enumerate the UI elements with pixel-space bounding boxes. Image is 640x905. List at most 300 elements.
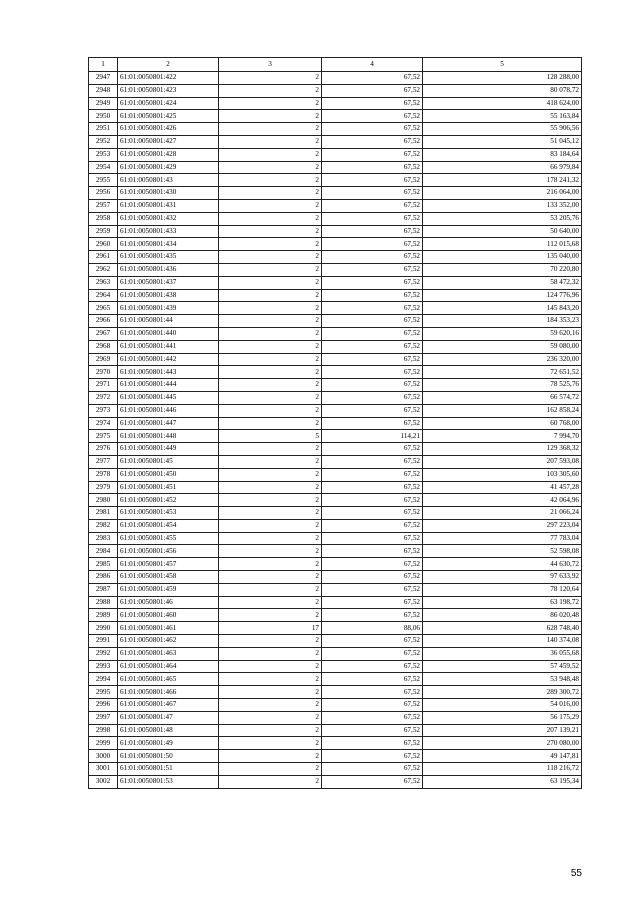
table-row bbox=[89, 673, 582, 686]
row-number-cell: 2983 bbox=[89, 532, 118, 545]
row-number-cell: 2952 bbox=[89, 135, 118, 148]
row-number-cell: 2984 bbox=[89, 545, 118, 558]
cost-cell: 83 184,64 bbox=[423, 148, 582, 161]
row-number-cell: 2973 bbox=[89, 404, 118, 417]
cost-cell: 55 163,84 bbox=[423, 110, 582, 123]
cost-cell: 236 320,00 bbox=[423, 353, 582, 366]
row-number-cell: 2954 bbox=[89, 161, 118, 174]
area-cell: 67,52 bbox=[322, 84, 423, 97]
cadastral-number-cell: 61:01:0050801:436 bbox=[118, 263, 219, 276]
area-cell: 67,52 bbox=[322, 110, 423, 123]
table-body bbox=[89, 72, 582, 789]
cost-cell: 77 783,04 bbox=[423, 532, 582, 545]
cost-cell: 78 120,64 bbox=[423, 583, 582, 596]
count-cell: 2 bbox=[219, 212, 322, 225]
cost-cell: 80 078,72 bbox=[423, 84, 582, 97]
cost-cell: 49 147,81 bbox=[423, 750, 582, 763]
row-number-cell: 2971 bbox=[89, 379, 118, 392]
count-cell: 2 bbox=[219, 763, 322, 776]
table-row bbox=[89, 353, 582, 366]
table-row bbox=[89, 366, 582, 379]
row-number-cell: 2948 bbox=[89, 84, 118, 97]
cost-cell: 297 223,04 bbox=[423, 519, 582, 532]
cost-cell: 135 040,00 bbox=[423, 251, 582, 264]
area-cell: 67,52 bbox=[322, 775, 423, 788]
cost-cell: 140 374,08 bbox=[423, 635, 582, 648]
cadastral-number-cell: 61:01:0050801:428 bbox=[118, 148, 219, 161]
row-number-cell: 2969 bbox=[89, 353, 118, 366]
cost-cell: 63 198,72 bbox=[423, 596, 582, 609]
cadastral-number-cell: 61:01:0050801:48 bbox=[118, 724, 219, 737]
table-row bbox=[89, 276, 582, 289]
row-number-cell: 2996 bbox=[89, 699, 118, 712]
table-row bbox=[89, 711, 582, 724]
count-cell: 2 bbox=[219, 660, 322, 673]
count-cell: 2 bbox=[219, 519, 322, 532]
table-row bbox=[89, 724, 582, 737]
area-cell: 67,52 bbox=[322, 583, 423, 596]
row-number-cell: 2960 bbox=[89, 238, 118, 251]
count-cell: 17 bbox=[219, 622, 322, 635]
area-cell: 67,52 bbox=[322, 366, 423, 379]
cadastral-number-cell: 61:01:0050801:50 bbox=[118, 750, 219, 763]
cost-cell: 51 045,12 bbox=[423, 135, 582, 148]
area-cell: 67,52 bbox=[322, 174, 423, 187]
count-cell: 2 bbox=[219, 596, 322, 609]
row-number-cell: 2991 bbox=[89, 635, 118, 648]
table-row bbox=[89, 84, 582, 97]
cost-cell: 59 620,16 bbox=[423, 327, 582, 340]
count-cell: 2 bbox=[219, 417, 322, 430]
area-cell: 67,52 bbox=[322, 558, 423, 571]
area-cell: 67,52 bbox=[322, 609, 423, 622]
cadastral-number-cell: 61:01:0050801:441 bbox=[118, 340, 219, 353]
row-number-cell: 2987 bbox=[89, 583, 118, 596]
area-cell: 67,52 bbox=[322, 571, 423, 584]
row-number-cell: 2990 bbox=[89, 622, 118, 635]
count-cell: 2 bbox=[219, 494, 322, 507]
cadastral-number-cell: 61:01:0050801:456 bbox=[118, 545, 219, 558]
cost-cell: 178 241,32 bbox=[423, 174, 582, 187]
table-row bbox=[89, 635, 582, 648]
area-cell: 67,52 bbox=[322, 72, 423, 85]
row-number-cell: 2995 bbox=[89, 686, 118, 699]
table-row bbox=[89, 238, 582, 251]
cadastral-number-cell: 61:01:0050801:422 bbox=[118, 72, 219, 85]
table-row bbox=[89, 507, 582, 520]
row-number-cell: 2981 bbox=[89, 507, 118, 520]
area-cell: 67,52 bbox=[322, 161, 423, 174]
cost-cell: 7 994,70 bbox=[423, 430, 582, 443]
row-number-cell: 2957 bbox=[89, 199, 118, 212]
cadastral-number-cell: 61:01:0050801:462 bbox=[118, 635, 219, 648]
table-row bbox=[89, 622, 582, 635]
area-cell: 67,52 bbox=[322, 276, 423, 289]
cadastral-number-cell: 61:01:0050801:447 bbox=[118, 417, 219, 430]
area-cell: 67,52 bbox=[322, 251, 423, 264]
count-cell: 2 bbox=[219, 750, 322, 763]
cadastral-number-cell: 61:01:0050801:451 bbox=[118, 481, 219, 494]
row-number-cell: 2988 bbox=[89, 596, 118, 609]
area-cell: 67,52 bbox=[322, 647, 423, 660]
count-cell: 2 bbox=[219, 507, 322, 520]
cadastral-number-cell: 61:01:0050801:51 bbox=[118, 763, 219, 776]
cadastral-number-cell: 61:01:0050801:53 bbox=[118, 775, 219, 788]
cadastral-number-cell: 61:01:0050801:426 bbox=[118, 123, 219, 136]
cadastral-number-cell: 61:01:0050801:435 bbox=[118, 251, 219, 264]
table-header bbox=[89, 58, 582, 72]
cadastral-number-cell: 61:01:0050801:464 bbox=[118, 660, 219, 673]
count-cell: 2 bbox=[219, 225, 322, 238]
cadastral-number-cell: 61:01:0050801:448 bbox=[118, 430, 219, 443]
area-cell: 67,52 bbox=[322, 545, 423, 558]
cadastral-number-cell: 61:01:0050801:450 bbox=[118, 468, 219, 481]
table-row bbox=[89, 417, 582, 430]
count-cell: 2 bbox=[219, 72, 322, 85]
cost-cell: 66 574,72 bbox=[423, 391, 582, 404]
area-cell: 67,52 bbox=[322, 123, 423, 136]
cadastral-number-cell: 61:01:0050801:425 bbox=[118, 110, 219, 123]
cadastral-number-cell: 61:01:0050801:46 bbox=[118, 596, 219, 609]
cadastral-number-cell: 61:01:0050801:466 bbox=[118, 686, 219, 699]
cadastral-number-cell: 61:01:0050801:423 bbox=[118, 84, 219, 97]
area-cell: 67,52 bbox=[322, 494, 423, 507]
cost-cell: 628 748,40 bbox=[423, 622, 582, 635]
area-cell: 67,52 bbox=[322, 763, 423, 776]
row-number-cell: 2950 bbox=[89, 110, 118, 123]
row-number-cell: 2967 bbox=[89, 327, 118, 340]
count-cell: 2 bbox=[219, 699, 322, 712]
row-number-cell: 2962 bbox=[89, 263, 118, 276]
cadastral-number-cell: 61:01:0050801:434 bbox=[118, 238, 219, 251]
table-row bbox=[89, 148, 582, 161]
row-number-cell: 2977 bbox=[89, 455, 118, 468]
cost-cell: 41 457,28 bbox=[423, 481, 582, 494]
cadastral-number-cell: 61:01:0050801:45 bbox=[118, 455, 219, 468]
cadastral-number-cell: 61:01:0050801:446 bbox=[118, 404, 219, 417]
row-number-cell: 2989 bbox=[89, 609, 118, 622]
area-cell: 67,52 bbox=[322, 481, 423, 494]
row-number-cell: 2947 bbox=[89, 72, 118, 85]
table-row bbox=[89, 596, 582, 609]
table-row bbox=[89, 763, 582, 776]
cadastral-number-cell: 61:01:0050801:438 bbox=[118, 289, 219, 302]
table-row bbox=[89, 263, 582, 276]
area-cell: 67,52 bbox=[322, 238, 423, 251]
row-number-cell: 2959 bbox=[89, 225, 118, 238]
row-number-cell: 2972 bbox=[89, 391, 118, 404]
cadastral-number-cell: 61:01:0050801:439 bbox=[118, 302, 219, 315]
area-cell: 114,21 bbox=[322, 430, 423, 443]
count-cell: 2 bbox=[219, 545, 322, 558]
cost-cell: 56 175,29 bbox=[423, 711, 582, 724]
cost-cell: 52 598,08 bbox=[423, 545, 582, 558]
cost-cell: 66 979,84 bbox=[423, 161, 582, 174]
cadastral-number-cell: 61:01:0050801:460 bbox=[118, 609, 219, 622]
row-number-cell: 2992 bbox=[89, 647, 118, 660]
count-cell: 2 bbox=[219, 187, 322, 200]
area-cell: 67,52 bbox=[322, 340, 423, 353]
cadastral-number-cell: 61:01:0050801:430 bbox=[118, 187, 219, 200]
area-cell: 67,52 bbox=[322, 417, 423, 430]
table-row bbox=[89, 609, 582, 622]
cost-cell: 42 064,96 bbox=[423, 494, 582, 507]
area-cell: 67,52 bbox=[322, 635, 423, 648]
table-row bbox=[89, 532, 582, 545]
area-cell: 67,52 bbox=[322, 327, 423, 340]
row-number-cell: 2999 bbox=[89, 737, 118, 750]
count-cell: 2 bbox=[219, 455, 322, 468]
count-cell: 2 bbox=[219, 635, 322, 648]
count-cell: 2 bbox=[219, 135, 322, 148]
table-row bbox=[89, 302, 582, 315]
cadastral-number-cell: 61:01:0050801:459 bbox=[118, 583, 219, 596]
area-cell: 67,52 bbox=[322, 711, 423, 724]
row-number-cell: 2949 bbox=[89, 97, 118, 110]
cadastral-number-cell: 61:01:0050801:453 bbox=[118, 507, 219, 520]
area-cell: 67,52 bbox=[322, 686, 423, 699]
table-row bbox=[89, 571, 582, 584]
cadastral-number-cell: 61:01:0050801:458 bbox=[118, 571, 219, 584]
count-cell: 2 bbox=[219, 276, 322, 289]
area-cell: 67,52 bbox=[322, 468, 423, 481]
area-cell: 67,52 bbox=[322, 737, 423, 750]
count-cell: 5 bbox=[219, 430, 322, 443]
row-number-cell: 2970 bbox=[89, 366, 118, 379]
cadastral-number-cell: 61:01:0050801:461 bbox=[118, 622, 219, 635]
count-cell: 2 bbox=[219, 724, 322, 737]
row-number-cell: 2951 bbox=[89, 123, 118, 136]
row-number-cell: 2993 bbox=[89, 660, 118, 673]
table-row bbox=[89, 583, 582, 596]
table-row bbox=[89, 775, 582, 788]
table-row bbox=[89, 494, 582, 507]
page-number: 55 bbox=[570, 868, 582, 879]
area-cell: 67,52 bbox=[322, 263, 423, 276]
cost-cell: 50 640,00 bbox=[423, 225, 582, 238]
row-number-cell: 2978 bbox=[89, 468, 118, 481]
count-cell: 2 bbox=[219, 315, 322, 328]
table-row bbox=[89, 686, 582, 699]
cadastral-number-cell: 61:01:0050801:43 bbox=[118, 174, 219, 187]
area-cell: 67,52 bbox=[322, 443, 423, 456]
table-row bbox=[89, 199, 582, 212]
table-row bbox=[89, 558, 582, 571]
row-number-cell: 2980 bbox=[89, 494, 118, 507]
count-cell: 2 bbox=[219, 84, 322, 97]
area-cell: 67,52 bbox=[322, 596, 423, 609]
cost-cell: 78 525,76 bbox=[423, 379, 582, 392]
table-row bbox=[89, 187, 582, 200]
cost-cell: 289 300,72 bbox=[423, 686, 582, 699]
cost-cell: 36 055,68 bbox=[423, 647, 582, 660]
cost-cell: 184 353,23 bbox=[423, 315, 582, 328]
area-cell: 88,06 bbox=[322, 622, 423, 635]
area-cell: 67,52 bbox=[322, 532, 423, 545]
table-row bbox=[89, 737, 582, 750]
area-cell: 67,52 bbox=[322, 97, 423, 110]
cost-cell: 207 593,08 bbox=[423, 455, 582, 468]
table-row bbox=[89, 750, 582, 763]
count-cell: 2 bbox=[219, 686, 322, 699]
cost-cell: 54 016,00 bbox=[423, 699, 582, 712]
table-row bbox=[89, 481, 582, 494]
table-row bbox=[89, 647, 582, 660]
row-number-cell: 2979 bbox=[89, 481, 118, 494]
area-cell: 67,52 bbox=[322, 135, 423, 148]
cadastral-number-cell: 61:01:0050801:431 bbox=[118, 199, 219, 212]
count-cell: 2 bbox=[219, 711, 322, 724]
row-number-cell: 2974 bbox=[89, 417, 118, 430]
cost-cell: 216 064,00 bbox=[423, 187, 582, 200]
header-cell-2: 2 bbox=[118, 58, 219, 72]
table-row bbox=[89, 123, 582, 136]
count-cell: 2 bbox=[219, 379, 322, 392]
area-cell: 67,52 bbox=[322, 212, 423, 225]
table-row bbox=[89, 161, 582, 174]
row-number-cell: 2963 bbox=[89, 276, 118, 289]
area-cell: 67,52 bbox=[322, 455, 423, 468]
row-number-cell: 3000 bbox=[89, 750, 118, 763]
area-cell: 67,52 bbox=[322, 724, 423, 737]
table-row bbox=[89, 455, 582, 468]
table-row bbox=[89, 519, 582, 532]
header-row bbox=[89, 58, 582, 72]
count-cell: 2 bbox=[219, 775, 322, 788]
count-cell: 2 bbox=[219, 289, 322, 302]
table-row bbox=[89, 225, 582, 238]
count-cell: 2 bbox=[219, 404, 322, 417]
table-row bbox=[89, 545, 582, 558]
table-row bbox=[89, 391, 582, 404]
data-table bbox=[88, 57, 582, 789]
table-row bbox=[89, 660, 582, 673]
cost-cell: 57 459,52 bbox=[423, 660, 582, 673]
cost-cell: 72 651,52 bbox=[423, 366, 582, 379]
row-number-cell: 2982 bbox=[89, 519, 118, 532]
count-cell: 2 bbox=[219, 558, 322, 571]
table-row bbox=[89, 379, 582, 392]
count-cell: 2 bbox=[219, 609, 322, 622]
cadastral-number-cell: 61:01:0050801:452 bbox=[118, 494, 219, 507]
count-cell: 2 bbox=[219, 481, 322, 494]
count-cell: 2 bbox=[219, 174, 322, 187]
table-row bbox=[89, 110, 582, 123]
table-row bbox=[89, 315, 582, 328]
cost-cell: 124 776,96 bbox=[423, 289, 582, 302]
row-number-cell: 2985 bbox=[89, 558, 118, 571]
row-number-cell: 2986 bbox=[89, 571, 118, 584]
cadastral-number-cell: 61:01:0050801:442 bbox=[118, 353, 219, 366]
count-cell: 2 bbox=[219, 327, 322, 340]
cost-cell: 44 630,72 bbox=[423, 558, 582, 571]
row-number-cell: 2958 bbox=[89, 212, 118, 225]
cadastral-number-cell: 61:01:0050801:465 bbox=[118, 673, 219, 686]
cadastral-number-cell: 61:01:0050801:444 bbox=[118, 379, 219, 392]
count-cell: 2 bbox=[219, 443, 322, 456]
count-cell: 2 bbox=[219, 263, 322, 276]
row-number-cell: 2955 bbox=[89, 174, 118, 187]
area-cell: 67,52 bbox=[322, 315, 423, 328]
cost-cell: 55 906,56 bbox=[423, 123, 582, 136]
cadastral-number-cell: 61:01:0050801:463 bbox=[118, 647, 219, 660]
row-number-cell: 2975 bbox=[89, 430, 118, 443]
cadastral-number-cell: 61:01:0050801:433 bbox=[118, 225, 219, 238]
cadastral-number-cell: 61:01:0050801:437 bbox=[118, 276, 219, 289]
row-number-cell: 3001 bbox=[89, 763, 118, 776]
cost-cell: 97 633,92 bbox=[423, 571, 582, 584]
table-row bbox=[89, 327, 582, 340]
count-cell: 2 bbox=[219, 161, 322, 174]
count-cell: 2 bbox=[219, 571, 322, 584]
area-cell: 67,52 bbox=[322, 225, 423, 238]
cost-cell: 133 352,00 bbox=[423, 199, 582, 212]
row-number-cell: 2964 bbox=[89, 289, 118, 302]
row-number-cell: 2961 bbox=[89, 251, 118, 264]
row-number-cell: 2956 bbox=[89, 187, 118, 200]
table-row bbox=[89, 699, 582, 712]
cadastral-number-cell: 61:01:0050801:427 bbox=[118, 135, 219, 148]
cost-cell: 58 472,32 bbox=[423, 276, 582, 289]
count-cell: 2 bbox=[219, 148, 322, 161]
count-cell: 2 bbox=[219, 532, 322, 545]
row-number-cell: 2994 bbox=[89, 673, 118, 686]
area-cell: 67,52 bbox=[322, 187, 423, 200]
table-row bbox=[89, 340, 582, 353]
count-cell: 2 bbox=[219, 583, 322, 596]
cost-cell: 103 305,60 bbox=[423, 468, 582, 481]
cost-cell: 53 205,76 bbox=[423, 212, 582, 225]
cost-cell: 128 288,00 bbox=[423, 72, 582, 85]
row-number-cell: 2998 bbox=[89, 724, 118, 737]
cadastral-number-cell: 61:01:0050801:424 bbox=[118, 97, 219, 110]
cost-cell: 162 858,24 bbox=[423, 404, 582, 417]
row-number-cell: 2997 bbox=[89, 711, 118, 724]
cadastral-number-cell: 61:01:0050801:445 bbox=[118, 391, 219, 404]
row-number-cell: 3002 bbox=[89, 775, 118, 788]
table-row bbox=[89, 468, 582, 481]
cadastral-number-cell: 61:01:0050801:443 bbox=[118, 366, 219, 379]
count-cell: 2 bbox=[219, 391, 322, 404]
table-row bbox=[89, 443, 582, 456]
table-row bbox=[89, 289, 582, 302]
count-cell: 2 bbox=[219, 199, 322, 212]
cost-cell: 145 843,20 bbox=[423, 302, 582, 315]
count-cell: 2 bbox=[219, 302, 322, 315]
area-cell: 67,52 bbox=[322, 673, 423, 686]
count-cell: 2 bbox=[219, 238, 322, 251]
cost-cell: 270 080,00 bbox=[423, 737, 582, 750]
count-cell: 2 bbox=[219, 97, 322, 110]
count-cell: 2 bbox=[219, 647, 322, 660]
count-cell: 2 bbox=[219, 251, 322, 264]
row-number-cell: 2976 bbox=[89, 443, 118, 456]
cost-cell: 59 080,00 bbox=[423, 340, 582, 353]
cadastral-number-cell: 61:01:0050801:457 bbox=[118, 558, 219, 571]
count-cell: 2 bbox=[219, 123, 322, 136]
cadastral-number-cell: 61:01:0050801:467 bbox=[118, 699, 219, 712]
area-cell: 67,52 bbox=[322, 660, 423, 673]
count-cell: 2 bbox=[219, 737, 322, 750]
area-cell: 67,52 bbox=[322, 404, 423, 417]
count-cell: 2 bbox=[219, 110, 322, 123]
cost-cell: 118 216,72 bbox=[423, 763, 582, 776]
cost-cell: 60 768,00 bbox=[423, 417, 582, 430]
cost-cell: 129 368,32 bbox=[423, 443, 582, 456]
cadastral-number-cell: 61:01:0050801:440 bbox=[118, 327, 219, 340]
cadastral-number-cell: 61:01:0050801:47 bbox=[118, 711, 219, 724]
area-cell: 67,52 bbox=[322, 199, 423, 212]
